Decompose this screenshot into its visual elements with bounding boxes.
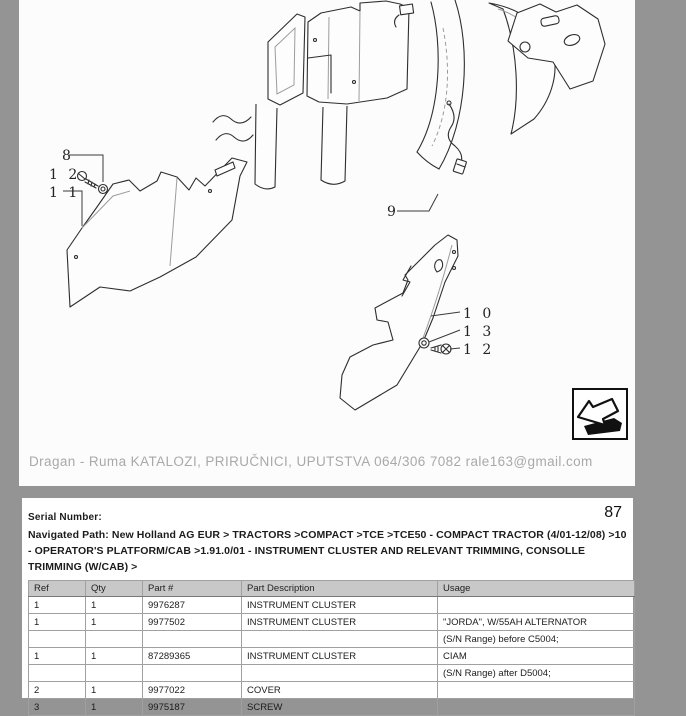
serial-number-label: Serial Number: [28, 512, 102, 523]
cell-usage: "JORDA", W/55AH ALTERNATOR [438, 614, 635, 631]
cell-desc: INSTRUMENT CLUSTER [242, 597, 438, 614]
exploded-parts-drawing [19, 0, 635, 486]
cell-desc: COVER [242, 682, 438, 699]
cell-ref: 1 [29, 648, 86, 665]
cell-usage: CIAM [438, 648, 635, 665]
callout-13: 1 3 [463, 324, 495, 340]
table-row[interactable] [29, 699, 635, 716]
cell-qty [86, 631, 143, 648]
cell-usage [438, 597, 635, 614]
col-header-desc: Part Description [242, 581, 438, 597]
cell-usage [438, 699, 635, 716]
cell-part [143, 631, 242, 648]
callout-9: 9 [387, 204, 399, 220]
screw-icon [78, 172, 99, 189]
wiring-harness-drawing [447, 101, 467, 174]
washer-icon [419, 338, 429, 348]
cell-qty: 1 [86, 682, 143, 699]
cell-part: 87289365 [143, 648, 242, 665]
table-row[interactable] [29, 597, 635, 614]
col-header-part: Part # [143, 581, 242, 597]
cell-part: 9976287 [143, 597, 242, 614]
parts-info-panel [22, 498, 633, 713]
cell-usage [438, 682, 635, 699]
col-header-qty: Qty [86, 581, 143, 597]
table-row[interactable] [29, 631, 635, 648]
table-row[interactable] [29, 682, 635, 699]
table-row[interactable] [29, 648, 635, 665]
cell-qty: 1 [86, 648, 143, 665]
cab-assembly-drawing [213, 0, 605, 189]
watermark-text: Dragan - Ruma KATALOZI, PRIRUČNICI, UPUTSTVA 064/306 7082 rale163@gmail.com [29, 454, 593, 469]
table-row[interactable] [29, 614, 635, 631]
cell-ref: 1 [29, 614, 86, 631]
cell-ref: 1 [29, 597, 86, 614]
table-row[interactable] [29, 665, 635, 682]
forward-arrow-icon [574, 390, 626, 438]
parts-table [28, 580, 635, 716]
cell-desc [242, 631, 438, 648]
callout-8: 8 [62, 148, 74, 164]
page-number: 87 [604, 504, 622, 521]
cell-desc: SCREW [242, 699, 438, 716]
cell-part: 9977022 [143, 682, 242, 699]
cell-usage: (S/N Range) after D5004; [438, 665, 635, 682]
cell-desc [242, 665, 438, 682]
col-header-usage: Usage [438, 581, 635, 597]
parts-table-header-row [29, 581, 635, 597]
cell-qty [86, 665, 143, 682]
cell-desc: INSTRUMENT CLUSTER [242, 614, 438, 631]
right-trim-panel-drawing [340, 235, 458, 410]
forward-arrow-button[interactable] [572, 388, 628, 440]
callout-11: 1 1 [49, 185, 81, 201]
cell-part: 9975187 [143, 699, 242, 716]
cell-ref: 2 [29, 682, 86, 699]
left-trim-panel-drawing [67, 158, 247, 307]
washer-icon [99, 185, 108, 194]
cell-desc: INSTRUMENT CLUSTER [242, 648, 438, 665]
cell-part: 9977502 [143, 614, 242, 631]
cell-qty: 1 [86, 614, 143, 631]
cell-ref: 3 [29, 699, 86, 716]
breadcrumb[interactable] [28, 527, 628, 575]
breadcrumb-path[interactable]: New Holland AG EUR > TRACTORS >COMPACT >TCE >TCE50 - COMPACT TRACTOR (4/01-12/08) >10 - OPERATOR'S PLATFORM/CAB >1.91.0/01 - INSTRUMENT CLUSTER AND RELEVANT TRIMMING, CONSOLLE TRIMMING (W/CAB) > [28, 529, 627, 573]
diagram-panel [19, 0, 635, 486]
cell-usage: (S/N Range) before C5004; [438, 631, 635, 648]
cell-qty: 1 [86, 597, 143, 614]
callout-12-right: 1 2 [463, 342, 495, 358]
breadcrumb-label: Navigated Path: [28, 529, 109, 541]
callout-12-left: 1 2 [49, 167, 81, 183]
cell-qty: 1 [86, 699, 143, 716]
cell-ref [29, 665, 86, 682]
cell-ref [29, 631, 86, 648]
screw-icon [431, 344, 451, 354]
cell-part [143, 665, 242, 682]
col-header-ref: Ref [29, 581, 86, 597]
callout-10: 1 0 [463, 306, 495, 322]
